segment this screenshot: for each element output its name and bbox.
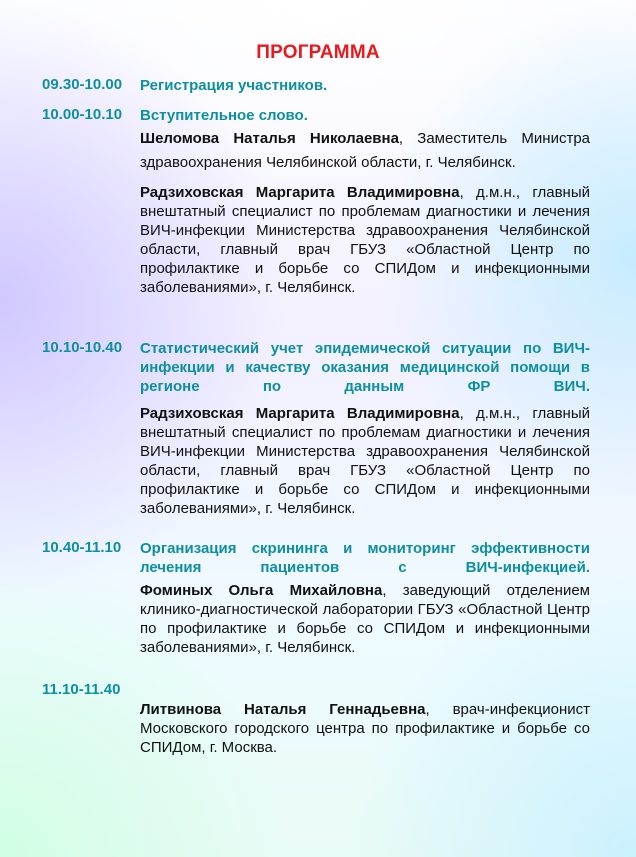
program-time: 10.10-10.40 xyxy=(42,339,123,356)
program-time: 11.10-11.40 xyxy=(42,681,121,698)
speaker-name: Шеломова Наталья Николаевна xyxy=(140,130,399,147)
speaker-description: , Заместитель Министра здравоохранения Челябинской области, г. Челябинск. xyxy=(140,130,590,171)
program-time: 10.00-10.10 xyxy=(42,106,123,123)
speaker-description: , д.м.н., главный внештатный специалист по проблемам диагностики и лечения ВИЧ-инфекции Министерства здравоохранения Челябинской области, главный врач ГБУЗ «Областной Центр по профилактике и борьбе со СПИДом и инфекционными заболеваниями», г. Челябинск. xyxy=(140,405,590,517)
speaker-name: Радзиховская Маргарита Владимировна xyxy=(140,405,460,422)
speaker-entry xyxy=(140,404,590,518)
speaker-description: , заведующий отделением клинико-диагностической лаборатории ГБУЗ «Областной Центр по профилактике и борьбе со СПИДом и инфекционными заболеваниями», г. Челябинск. xyxy=(140,582,590,656)
speaker-description: , врач-инфекционист Московского городского центра по профилактике и борьбе со СПИДом, г. Москва. xyxy=(140,701,590,756)
speaker-description: , д.м.н., главный внештатный специалист по проблемам диагностики и лечения ВИЧ-инфекции Министерства здравоохранения Челябинской области, главный врач ГБУЗ «Областной Центр по профилактике и борьбе со СПИДом и инфекционными заболеваниями», г. Челябинск. xyxy=(140,184,590,296)
program-topic: Статистический учет эпидемической ситуации по ВИЧ-инфекции и качеству оказания медицинской помощи в регионе по данным ФР ВИЧ. xyxy=(140,340,590,395)
speaker-entry xyxy=(140,581,590,657)
speaker-entry xyxy=(140,127,590,175)
speaker-entry xyxy=(140,183,590,297)
speaker-name: Литвинова Наталья Геннадьевна xyxy=(140,701,426,718)
speaker-name: Фоминых Ольга Михайловна xyxy=(140,582,383,599)
program-time: 09.30-10.00 xyxy=(42,76,123,93)
page-title: ПРОГРАММА xyxy=(256,42,380,63)
program-topic: Организация скрининга и мониторинг эффективности лечения пациентов с ВИЧ-инфекцией. xyxy=(140,540,590,576)
speaker-entry xyxy=(140,700,590,757)
program-topic: Вступительное слово. xyxy=(140,107,308,124)
program-time: 10.40-11.10 xyxy=(42,539,122,556)
speaker-name: Радзиховская Маргарита Владимировна xyxy=(140,184,460,201)
program-topic: Регистрация участников. xyxy=(140,77,328,94)
